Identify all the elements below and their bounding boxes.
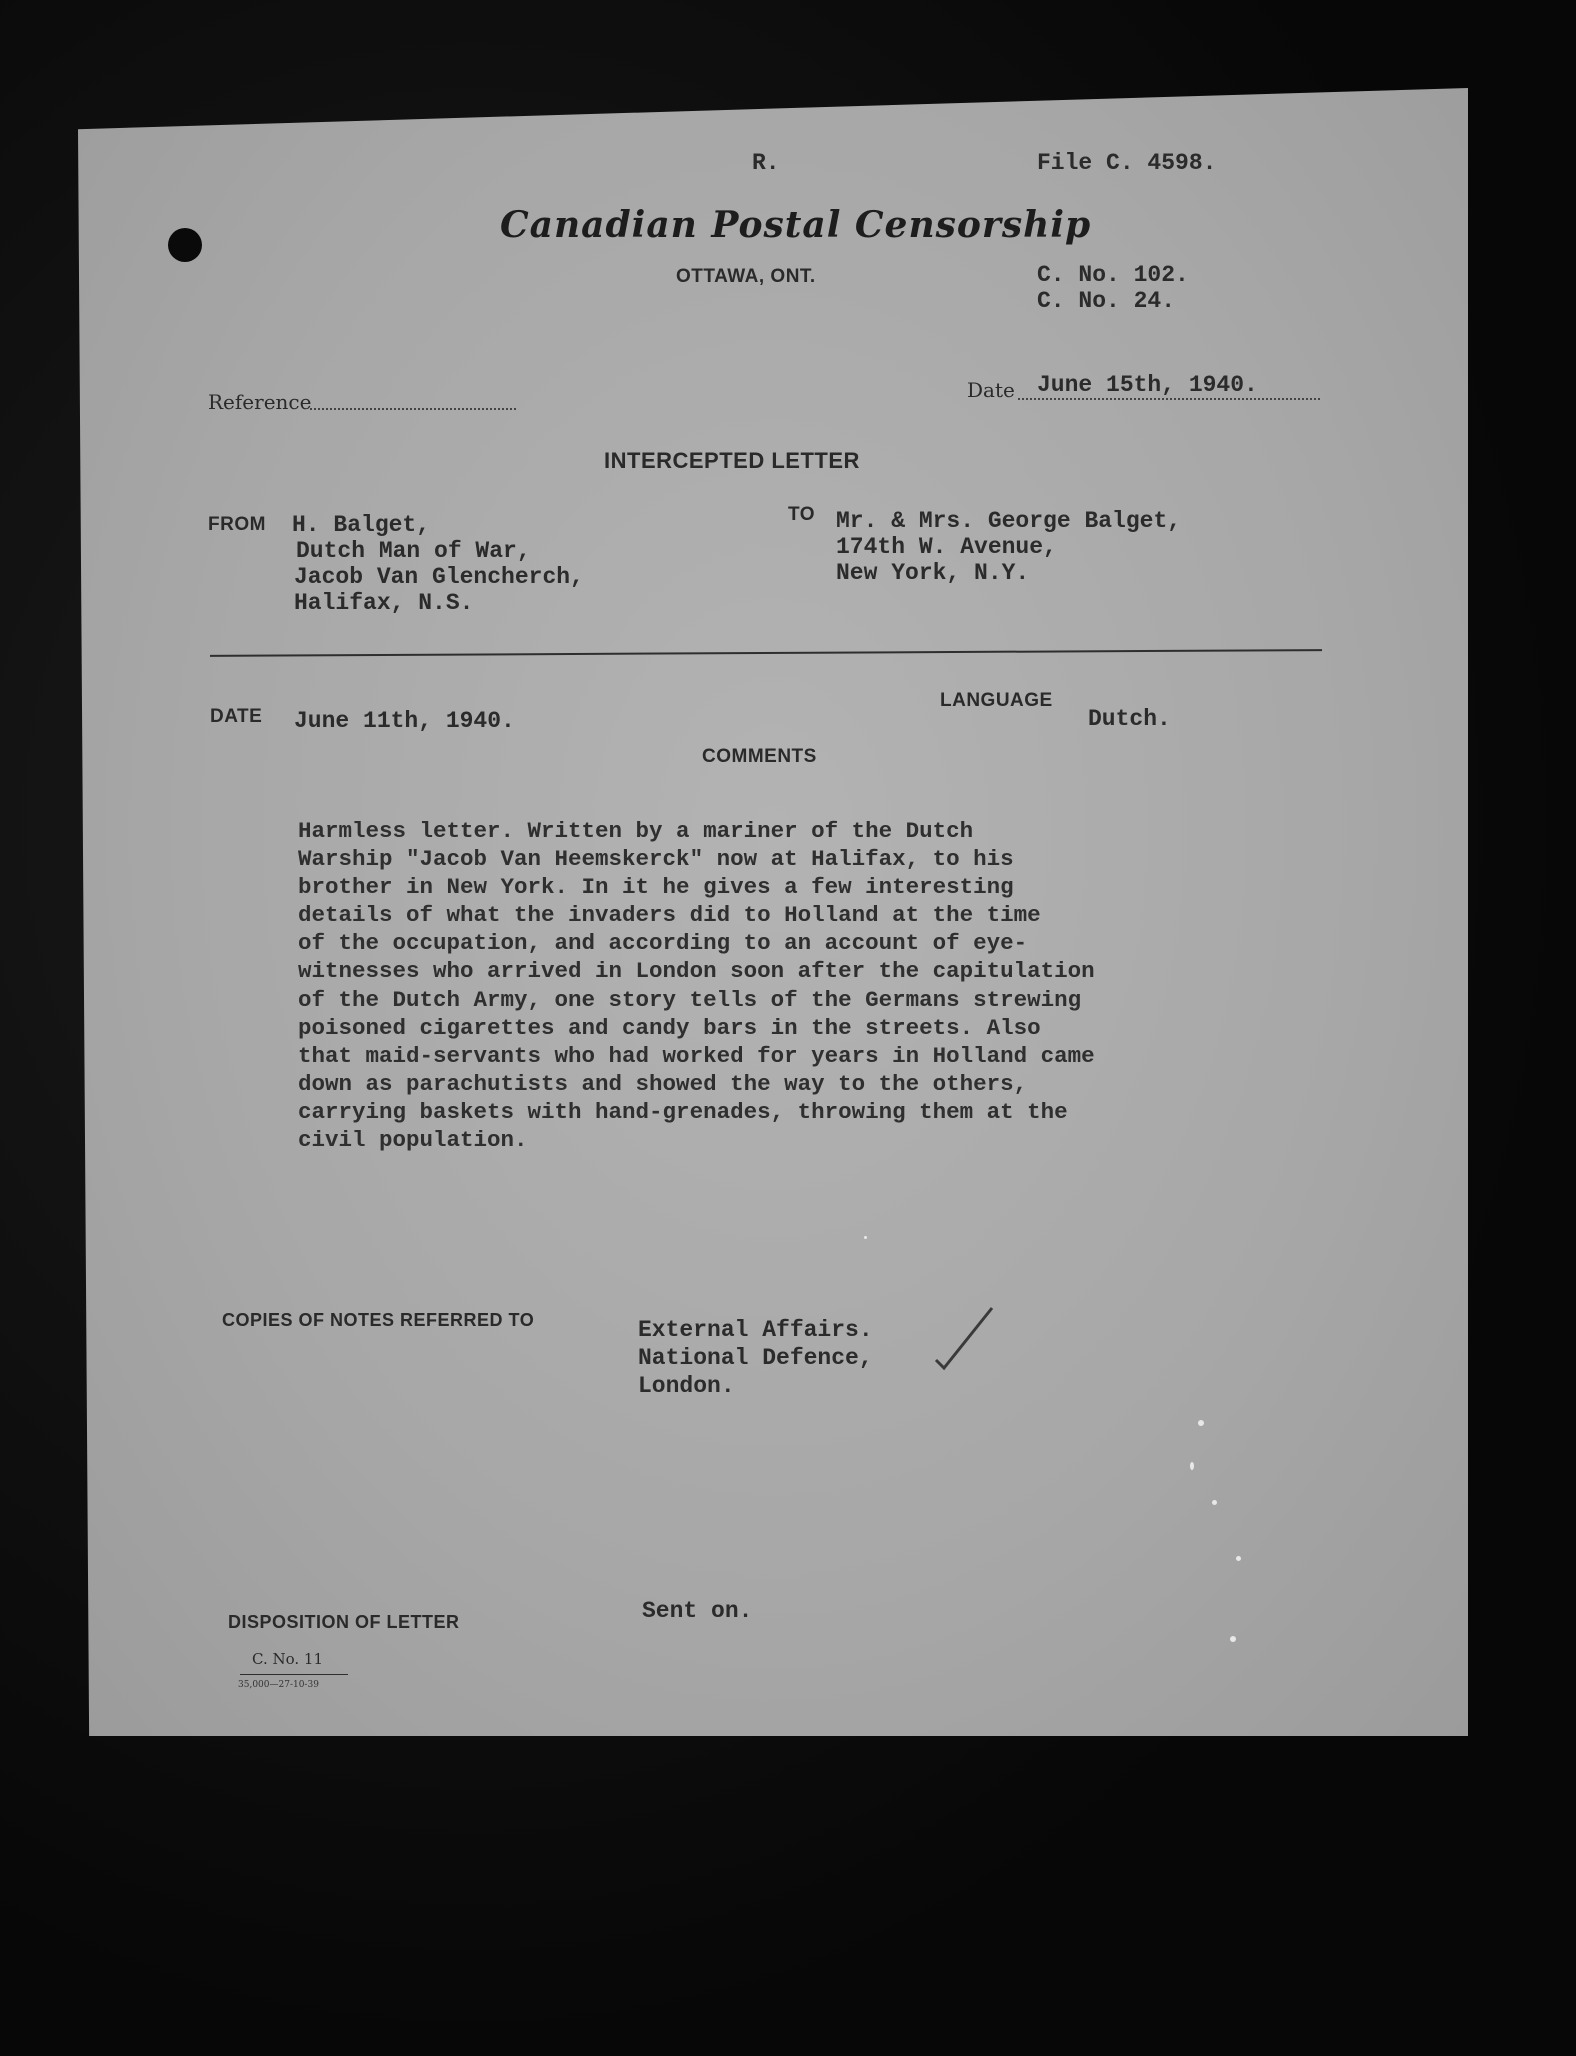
comments-text: Harmless letter. Written by a mariner of the Dutch Warship "Jacob Van Heemskerck" now at Halifax, to his brother in New York. In it he gives a few interesting details of what the invaders did to Holland at the time of the occupation, and according to an account of eye- witnesses who arrived in London soon after the capitulation of the Dutch Army, one story tells of the Germans strewing poisoned cigarettes and candy bars in the streets. Also that maid-servants who had worked for years in Holland came down as parachutists and showed the way to the others, carrying baskets with hand-grenades, throwing them at the civil population. bbox=[298, 818, 1095, 1154]
copies-label: COPIES OF NOTES REFERRED TO bbox=[222, 1310, 535, 1330]
copies-list bbox=[638, 1316, 873, 1400]
language-label: LANGUAGE bbox=[940, 690, 1053, 711]
punch-hole bbox=[168, 228, 202, 262]
c-number-2: C. No. 24. bbox=[1037, 288, 1176, 314]
disposition-value: Sent on. bbox=[642, 1598, 753, 1624]
scan-speck bbox=[1190, 1462, 1194, 1470]
form-title: INTERCEPTED LETTER bbox=[604, 448, 860, 473]
scan-speck bbox=[1212, 1500, 1217, 1505]
date-value: June 15th, 1940. bbox=[1037, 372, 1258, 398]
from-address bbox=[292, 512, 584, 616]
to-line: Mr. & Mrs. George Balget, bbox=[836, 508, 1182, 534]
scan-speck bbox=[1198, 1420, 1204, 1426]
file-number: File C. 4598. bbox=[1037, 150, 1217, 176]
copies-item: National Defence, bbox=[638, 1345, 873, 1371]
reference-line bbox=[310, 408, 516, 410]
copies-item: London. bbox=[638, 1373, 735, 1399]
page-title: Canadian Postal Censorship bbox=[500, 204, 1092, 246]
scan-speck bbox=[1236, 1556, 1241, 1561]
from-label: FROM bbox=[208, 514, 266, 535]
check-mark-icon bbox=[930, 1302, 1000, 1372]
reference-label: Reference bbox=[208, 390, 312, 414]
from-line: Jacob Van Glencherch, bbox=[294, 564, 584, 590]
copies-item: External Affairs. bbox=[638, 1317, 873, 1343]
disposition-label: DISPOSITION OF LETTER bbox=[228, 1612, 460, 1632]
letter-date-value: June 11th, 1940. bbox=[294, 708, 515, 734]
from-line: Halifax, N.S. bbox=[294, 590, 474, 616]
print-code: 35,000—27-10-39 bbox=[238, 1680, 319, 1690]
to-line: 174th W. Avenue, bbox=[836, 534, 1057, 560]
date-label: Date bbox=[967, 378, 1015, 402]
mark-r: R. bbox=[752, 150, 780, 176]
from-line: Dutch Man of War, bbox=[296, 538, 531, 564]
location: OTTAWA, ONT. bbox=[676, 266, 816, 287]
scan-speck bbox=[1230, 1636, 1236, 1642]
form-number-rule bbox=[240, 1674, 348, 1675]
to-label: TO bbox=[788, 504, 816, 525]
scan-speck bbox=[864, 1236, 867, 1239]
c-number-1: C. No. 102. bbox=[1037, 262, 1189, 288]
to-line: New York, N.Y. bbox=[836, 560, 1030, 586]
comments-label: COMMENTS bbox=[702, 746, 817, 767]
form-number: C. No. 11 bbox=[252, 1650, 323, 1668]
date-line bbox=[1018, 398, 1320, 400]
to-address bbox=[836, 508, 1181, 586]
letter-date-label: DATE bbox=[210, 706, 263, 727]
from-line: H. Balget, bbox=[292, 512, 431, 538]
language-value: Dutch. bbox=[1088, 706, 1171, 732]
